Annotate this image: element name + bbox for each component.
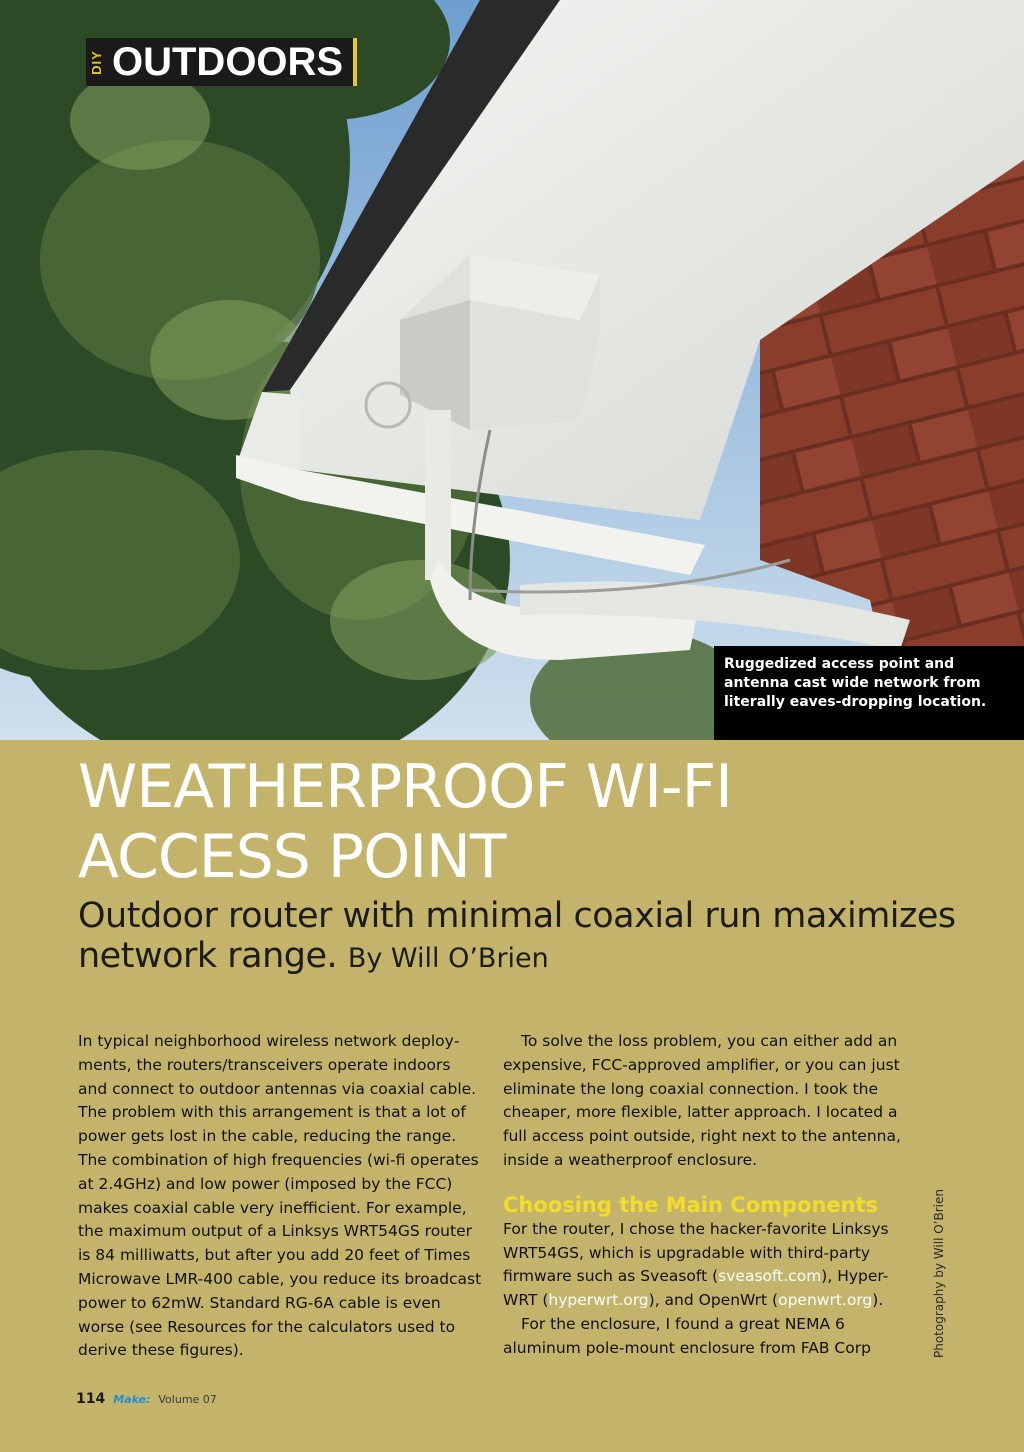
body-paragraph: For the enclosure, I found a great NEMA 6 aluminum pole-mount enclosure from FAB Corp — [503, 1314, 871, 1357]
magazine-name: Make: — [113, 1393, 151, 1406]
section-prefix: DIY — [86, 38, 106, 86]
body-text: ). — [872, 1291, 884, 1310]
article-deck — [78, 896, 958, 979]
link-openwrt[interactable]: openwrt.org — [778, 1291, 873, 1310]
page-footer — [76, 1391, 217, 1407]
photo-caption: Ruggedized access point and antenna cast wide network from literally eaves-dropping location. — [714, 646, 1024, 740]
page-number: 114 — [76, 1391, 106, 1407]
title-line-2: ACCESS POINT — [78, 822, 506, 892]
title-line-1: WEATHERPROOF WI-FI — [78, 752, 732, 822]
photo-credit: Photography by Will O’Brien — [932, 1189, 946, 1358]
body-paragraph: To solve the loss problem, you can either add an expensive, FCC-approved amplifier, or you can just eliminate the long coaxial connection. I took the cheaper, more flexible, latter approach. I located a full access point outside, right next to the antenna, inside a weatherproof enclosure. — [503, 1032, 901, 1169]
body-column-right — [503, 1030, 913, 1361]
byline: By Will O’Brien — [347, 943, 549, 974]
body-column-left — [78, 1030, 483, 1363]
body-text: ), Hyper-WRT ( — [503, 1267, 889, 1310]
section-subhead: Choosing the Main Components — [503, 1192, 879, 1217]
body-paragraph: In typical neighborhood wireless network deployments, the routers/transceivers operate indoors and connect to outdoor antennas via coaxial cable. The problem with this arrangement is that a lot of power gets lost in the cable, reducing the range. The combination of high frequencies (wi-fi operates at 2.4GHz) and low power (imposed by the FCC) makes coaxial cable very inefficient. For example, the maximum output of a Linksys WRT54GS router is 84 milliwatts, but after you add 20 feet of Times Microwave LMR-400 cable, you reduce its broadcast power to 62mW. Standard RG-6A cable is even worse (see Resources for the calculators used to derive these figures). — [78, 1032, 482, 1360]
body-text: ), and OpenWrt ( — [648, 1291, 779, 1310]
deck-text: Outdoor router with minimal coaxial run maximizes network range. — [78, 896, 956, 976]
link-hyperwrt[interactable]: hyperwrt.org — [548, 1291, 649, 1310]
volume-label: Volume 07 — [158, 1393, 217, 1406]
body-paragraph — [503, 1218, 913, 1313]
article-title — [78, 752, 958, 892]
body-text: For the router, I chose the hacker-favorite Linksys WRT54GS, which is upgradable with third-party firmware such as Sveasoft ( — [503, 1219, 889, 1286]
section-name: OUTDOORS — [106, 38, 357, 86]
section-tag — [86, 38, 357, 86]
link-sveasoft[interactable]: sveasoft.com — [718, 1267, 822, 1286]
